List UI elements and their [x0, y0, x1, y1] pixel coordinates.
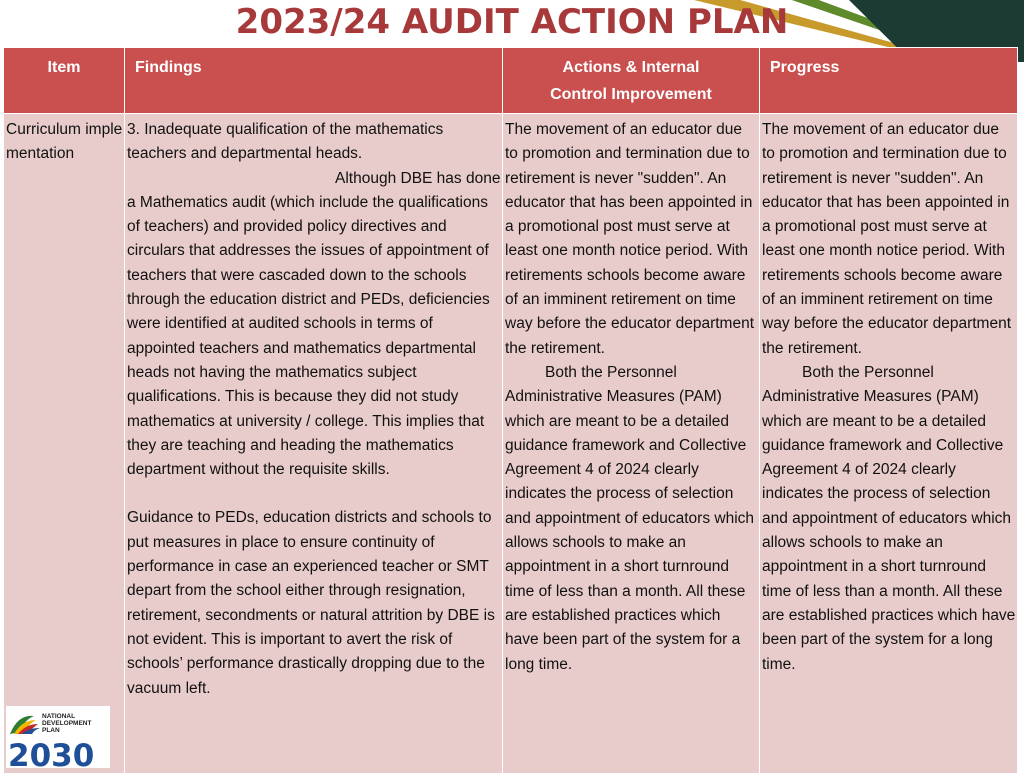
findings-paragraph-1: Although DBE has done a Mathematics audit (which include the qualifications of teachers) and provided policy directives and circulars that addresses the issues of appointment of teachers that were cascaded down to the schools through the education district and PEDs, deficiencies were identified at audited schools in terms of appointed teachers and mathematics departmental heads not having the mathematics subject qualifications. This is because they did not study mathematics at university / college. This implies that they are teaching and heading the mathematics department without the requisite skills.: [127, 169, 501, 479]
slide-title: 2023/24 AUDIT ACTION PLAN: [235, 2, 789, 42]
cell-progress: [760, 114, 1018, 774]
table-header-row: [4, 48, 1018, 114]
header-actions-line1: Actions & Internal: [562, 59, 700, 76]
audit-action-table: [3, 47, 1018, 774]
findings-gap: [127, 482, 501, 506]
actions-paragraph-2: Both the Personnel Administrative Measures (PAM) which are meant to be a detailed guidance framework and Collective Agreement 4 of 2024 clearly indicates the process of selection and appointment of educators which allows schools to make an appointment in a short turnround time of less than a month. All these are established practices which have been part of the system for a long time.: [505, 363, 755, 673]
header-findings: Findings: [125, 48, 503, 114]
cell-item-text: Curriculum implementation: [6, 121, 123, 163]
findings-heading: 3. Inadequate qualification of the mathematics teachers and departmental heads.: [127, 121, 444, 163]
logo-text-line2: DEVELOPMENT: [42, 720, 92, 727]
cell-actions: [503, 114, 760, 774]
logo-text-line3: PLAN: [42, 727, 60, 734]
findings-paragraph-2: Guidance to PEDs, education districts and schools to put measures in place to ensure continuity of performance in case an experienced teacher or SMT depart from the school either through resignation, retirement, secondments or natural attrition by DBE is not evident. This is important to avert the risk of schools’ performance drastically dropping due to the vacuum left.: [127, 509, 495, 697]
cell-findings: [125, 114, 503, 774]
table-row: [4, 114, 1018, 774]
progress-paragraph-1: The movement of an educator due to promotion and termination due to retirement is never "sudden". An educator that has been appointed in a promotional post must serve at least one month notice period. With retirements schools become aware of an imminent retirement on time way before the educator department the retirement.: [762, 121, 1012, 357]
header-progress: Progress: [760, 48, 1018, 114]
ndp-logo-graphic: [6, 706, 110, 768]
logo-text-line1: NATIONAL: [42, 713, 76, 720]
header-actions: [503, 48, 760, 114]
progress-paragraph-2: Both the Personnel Administrative Measures (PAM) which are meant to be a detailed guidance framework and Collective Agreement 4 of 2024 clearly indicates the process of selection and appointment of educators which allows schools to make an appointment in a short turnround time of less than a month. All these are established practices which have been part of the system for a long time.: [762, 363, 1016, 673]
ndp-2030-logo: [6, 706, 110, 768]
cell-item: [4, 114, 125, 774]
actions-paragraph-1: The movement of an educator due to promotion and termination due to retirement is never "sudden". An educator that has been appointed in a promotional post must serve at least one month notice period. With retirements schools become aware of an imminent retirement on time way before the educator department the retirement.: [505, 121, 755, 357]
header-actions-line2: Control Improvement: [550, 86, 712, 103]
audit-action-table-wrapper: [3, 47, 1018, 774]
header-item: Item: [4, 48, 125, 114]
logo-year: 2030: [8, 738, 95, 768]
